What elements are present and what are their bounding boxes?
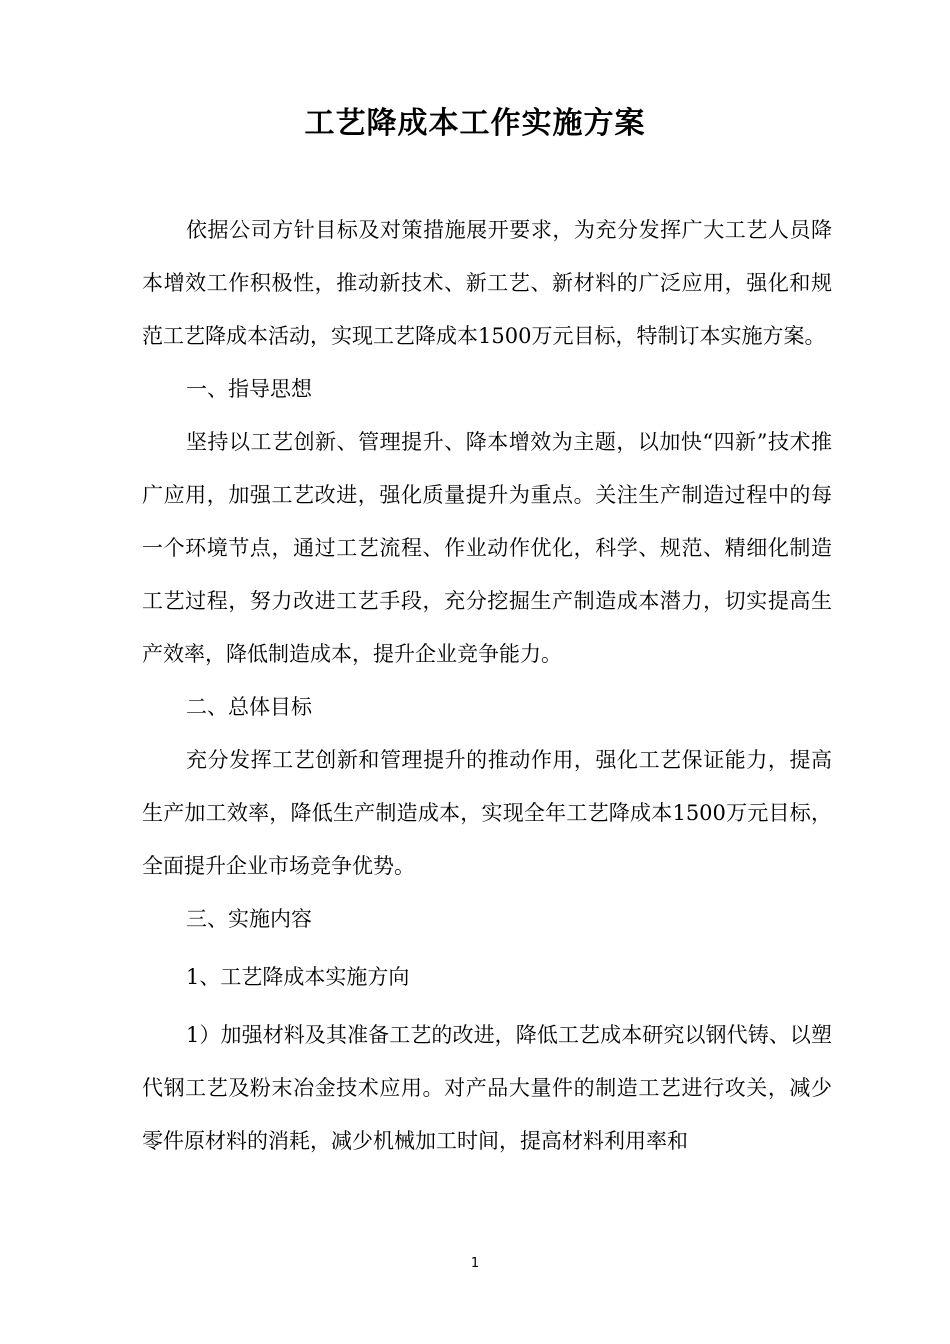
page-number: 1 <box>470 1256 480 1271</box>
subsection-heading-direction: 1、工艺降成本实施方向 <box>186 965 410 989</box>
intro-paragraph: 依据公司方针目标及对策措施展开要求，为充分发挥广大工艺人员降本增效工作积极性，推动新技术、新工艺、新材料的广泛应用，强化和规范工艺降成本活动，实现工艺降成本1500万元目标，特制订本实施方案。 <box>142 218 832 348</box>
document-body <box>142 204 832 1168</box>
section-heading-overall-goal: 二、总体目标 <box>186 695 312 719</box>
section-heading-implementation: 三、实施内容 <box>186 907 312 931</box>
document-title: 工艺降成本工作实施方案 <box>304 106 646 141</box>
section-heading-guiding-thought: 一、指导思想 <box>186 377 312 401</box>
overall-goal-paragraph: 充分发挥工艺创新和管理提升的推动作用，强化工艺保证能力，提高生产加工效率，降低生产制造成本，实现全年工艺降成本1500万元目标，全面提升企业市场竞争优势。 <box>142 748 832 878</box>
direction-item-1-paragraph: 1）加强材料及其准备工艺的改进，降低工艺成本研究以钢代铸、以塑代钢工艺及粉末冶金技术应用。对产品大量件的制造工艺进行攻关，减少零件原材料的消耗，减少机械加工时间，提高材料利用率和 <box>142 1023 832 1153</box>
guiding-thought-paragraph: 坚持以工艺创新、管理提升、降本增效为主题，以加快“四新”技术推广应用，加强工艺改进，强化质量提升为重点。关注生产制造过程中的每一个环境节点，通过工艺流程、作业动作优化，科学、规范、精细化制造工艺过程，努力改进工艺手段，充分挖掘生产制造成本潜力，切实提高生产效率，降低制造成本，提升企业竞争能力。 <box>142 430 832 666</box>
